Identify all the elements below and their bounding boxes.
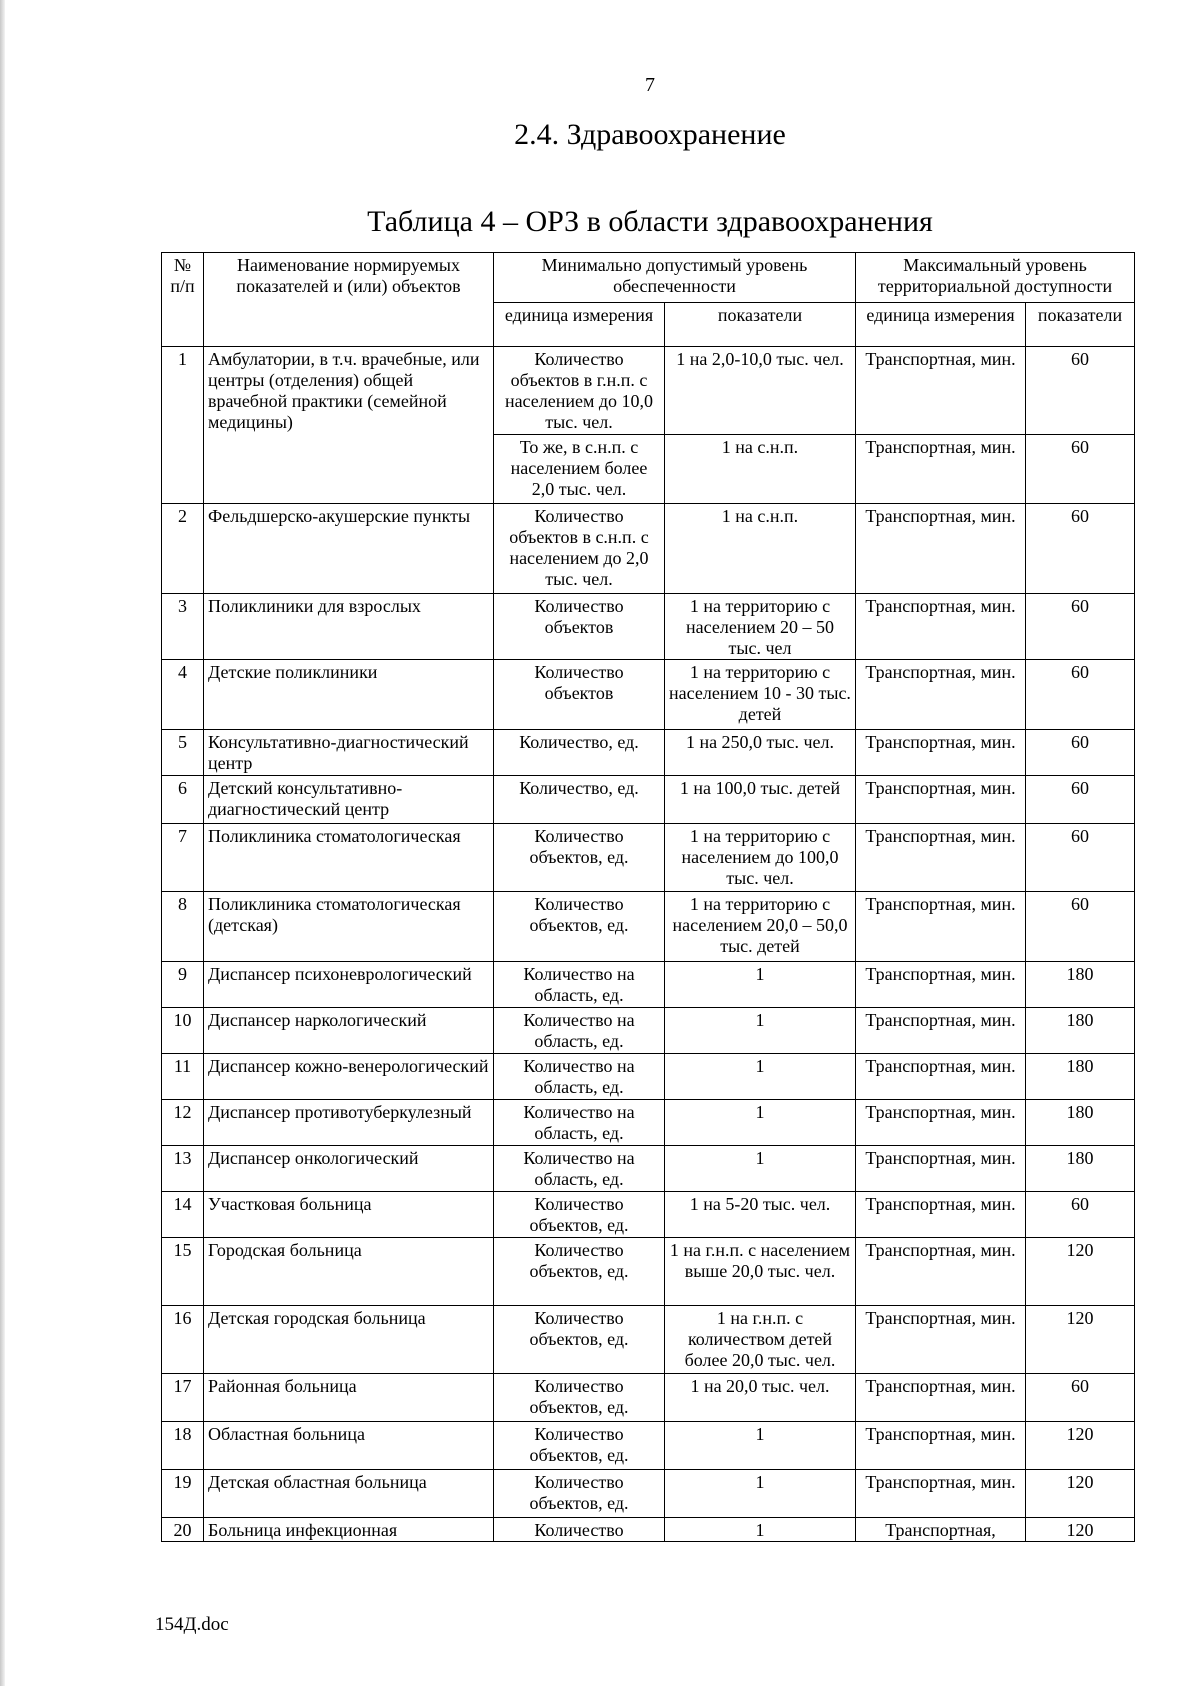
row-number: 20	[162, 1518, 204, 1542]
row-name: Поликлиника стоматологическая (детская)	[204, 892, 494, 962]
table-row	[162, 1238, 1135, 1306]
row-name: Областная больница	[204, 1422, 494, 1470]
row-indicator: 1	[665, 1422, 856, 1470]
row-name: Городская больница	[204, 1238, 494, 1306]
row-name: Поликлиники для взрослых	[204, 594, 494, 660]
row-access-value: 60	[1026, 776, 1135, 824]
row-access-value: 60	[1026, 660, 1135, 730]
row-access-value: 120	[1026, 1238, 1135, 1306]
row-indicator: 1 на территорию с населением 10 - 30 тыс. детей	[665, 660, 856, 730]
row-access-unit: Транспортная, мин.	[856, 1008, 1026, 1054]
header-name: Наименование нормируемых показателей и (или) объектов	[204, 253, 494, 347]
row-unit: Количество объектов	[494, 594, 665, 660]
header-unit-max: единица измерения	[856, 303, 1026, 347]
row-access-value: 60	[1026, 1374, 1135, 1422]
row-unit: Количество объектов, ед.	[494, 824, 665, 892]
row-number: 14	[162, 1192, 204, 1238]
row-number: 5	[162, 730, 204, 776]
row-access-unit: Транспортная, мин.	[856, 504, 1026, 594]
row-number: 10	[162, 1008, 204, 1054]
row-access-value: 120	[1026, 1306, 1135, 1374]
row-access-unit: Транспортная, мин.	[856, 776, 1026, 824]
row-indicator: 1 на 20,0 тыс. чел.	[665, 1374, 856, 1422]
row-access-value: 60	[1026, 594, 1135, 660]
row-number: 8	[162, 892, 204, 962]
footer-filename: 154Д.doc	[155, 1614, 229, 1635]
row-number: 12	[162, 1100, 204, 1146]
table-row	[162, 730, 1135, 776]
row-number: 1	[162, 347, 204, 504]
row-number: 18	[162, 1422, 204, 1470]
row-access-unit: Транспортная, мин.	[856, 347, 1026, 435]
row-name: Поликлиника стоматологическая	[204, 824, 494, 892]
table-row	[162, 1470, 1135, 1518]
row-name: Участковая больница	[204, 1192, 494, 1238]
row-unit: Количество объектов в с.н.п. с населением до 2,0 тыс. чел.	[494, 504, 665, 594]
row-unit: Количество на область, ед.	[494, 1008, 665, 1054]
table-row	[162, 1100, 1135, 1146]
row-unit: Количество объектов, ед.	[494, 1306, 665, 1374]
row-indicator: 1	[665, 1146, 856, 1192]
header-min-level: Минимально допустимый уровень обеспеченности	[494, 253, 856, 303]
row-name: Диспансер наркологический	[204, 1008, 494, 1054]
row-name: Диспансер онкологический	[204, 1146, 494, 1192]
row-number: 11	[162, 1054, 204, 1100]
row-access-unit: Транспортная, мин.	[856, 594, 1026, 660]
row-access-value: 60	[1026, 504, 1135, 594]
header-num: № п/п	[162, 253, 204, 347]
row-access-value: 120	[1026, 1470, 1135, 1518]
table-body	[162, 347, 1135, 1542]
row-access-unit: Транспортная, мин.	[856, 1470, 1026, 1518]
row-name: Детская городская больница	[204, 1306, 494, 1374]
row-access-value: 60	[1026, 892, 1135, 962]
row-name: Консультативно-диагностический центр	[204, 730, 494, 776]
header-unit-min: единица измерения	[494, 303, 665, 347]
row-access-unit: Транспортная, мин.	[856, 892, 1026, 962]
row-access-value: 180	[1026, 1054, 1135, 1100]
row-indicator: 1 на с.н.п.	[665, 435, 856, 504]
row-unit: Количество на область, ед.	[494, 962, 665, 1008]
table-row	[162, 1054, 1135, 1100]
row-unit: Количество объектов, ед.	[494, 1192, 665, 1238]
page-number: 7	[645, 74, 655, 96]
row-indicator: 1	[665, 1100, 856, 1146]
row-unit: То же, в с.н.п. с населением более 2,0 тыс. чел.	[494, 435, 665, 504]
header-max-level: Максимальный уровень территориальной доступности	[856, 253, 1135, 303]
table-row	[162, 1008, 1135, 1054]
table-row	[162, 347, 1135, 435]
table-row	[162, 1306, 1135, 1374]
table-row	[162, 962, 1135, 1008]
table-row	[162, 594, 1135, 660]
row-access-value: 120	[1026, 1422, 1135, 1470]
section-title: 2.4. Здравоохранение	[514, 118, 786, 151]
row-unit: Количество объектов	[494, 660, 665, 730]
row-unit: Количество на область, ед.	[494, 1146, 665, 1192]
header-indicators-max: показатели	[1026, 303, 1135, 347]
row-access-unit: Транспортная, мин.	[856, 1238, 1026, 1306]
row-indicator: 1 на территорию с населением 20,0 – 50,0 тыс. детей	[665, 892, 856, 962]
header-indicators-min: показатели	[665, 303, 856, 347]
row-name: Детский консультативно-диагностический центр	[204, 776, 494, 824]
row-name: Диспансер психоневрологический	[204, 962, 494, 1008]
table-title: Таблица 4 – ОРЗ в области здравоохранения	[367, 205, 933, 238]
row-access-unit: Транспортная,	[856, 1518, 1026, 1542]
row-indicator: 1 на 250,0 тыс. чел.	[665, 730, 856, 776]
row-unit: Количество объектов в г.н.п. с населением до 10,0 тыс. чел.	[494, 347, 665, 435]
row-indicator: 1 на территорию с населением 20 – 50 тыс. чел	[665, 594, 856, 660]
row-access-unit: Транспортная, мин.	[856, 1422, 1026, 1470]
row-unit: Количество объектов, ед.	[494, 892, 665, 962]
row-access-value: 60	[1026, 1192, 1135, 1238]
row-access-unit: Транспортная, мин.	[856, 1100, 1026, 1146]
row-name: Диспансер кожно-венерологический	[204, 1054, 494, 1100]
table-row	[162, 776, 1135, 824]
row-number: 6	[162, 776, 204, 824]
row-access-unit: Транспортная, мин.	[856, 962, 1026, 1008]
row-indicator: 1	[665, 962, 856, 1008]
row-name: Детская областная больница	[204, 1470, 494, 1518]
orz-table	[161, 252, 1135, 1542]
row-unit: Количество объектов, ед.	[494, 1374, 665, 1422]
row-indicator: 1 на г.н.п. с количеством детей более 20,0 тыс. чел.	[665, 1306, 856, 1374]
row-access-value: 60	[1026, 347, 1135, 435]
row-access-unit: Транспортная, мин.	[856, 1054, 1026, 1100]
table-row	[162, 1374, 1135, 1422]
table-row	[162, 1146, 1135, 1192]
row-name: Районная больница	[204, 1374, 494, 1422]
row-unit: Количество на область, ед.	[494, 1054, 665, 1100]
row-indicator: 1	[665, 1518, 856, 1542]
row-indicator: 1	[665, 1054, 856, 1100]
row-number: 2	[162, 504, 204, 594]
row-access-value: 180	[1026, 1100, 1135, 1146]
row-number: 13	[162, 1146, 204, 1192]
row-name: Амбулатории, в т.ч. врачебные, или центры (отделения) общей врачебной практики (семейной медицины)	[204, 347, 494, 504]
row-indicator: 1 на с.н.п.	[665, 504, 856, 594]
row-access-unit: Транспортная, мин.	[856, 1192, 1026, 1238]
table-row	[162, 1518, 1135, 1542]
row-indicator: 1 на 2,0-10,0 тыс. чел.	[665, 347, 856, 435]
row-access-value: 180	[1026, 1008, 1135, 1054]
row-name: Детские поликлиники	[204, 660, 494, 730]
row-number: 3	[162, 594, 204, 660]
row-indicator: 1 на г.н.п. с населением выше 20,0 тыс. чел.	[665, 1238, 856, 1306]
row-indicator: 1	[665, 1008, 856, 1054]
row-access-value: 120	[1026, 1518, 1135, 1542]
scan-edge	[0, 0, 5, 1686]
row-name: Больница инфекционная	[204, 1518, 494, 1542]
row-unit: Количество	[494, 1518, 665, 1542]
row-name: Фельдшерско-акушерские пункты	[204, 504, 494, 594]
table-row	[162, 660, 1135, 730]
row-number: 16	[162, 1306, 204, 1374]
row-access-value: 60	[1026, 730, 1135, 776]
row-access-unit: Транспортная, мин.	[856, 730, 1026, 776]
row-unit: Количество объектов, ед.	[494, 1422, 665, 1470]
row-access-unit: Транспортная, мин.	[856, 435, 1026, 504]
row-unit: Количество объектов, ед.	[494, 1238, 665, 1306]
row-indicator: 1	[665, 1470, 856, 1518]
row-name: Диспансер противотуберкулезный	[204, 1100, 494, 1146]
row-unit: Количество, ед.	[494, 730, 665, 776]
row-access-value: 180	[1026, 1146, 1135, 1192]
row-number: 19	[162, 1470, 204, 1518]
row-indicator: 1 на территорию с населением до 100,0 тыс. чел.	[665, 824, 856, 892]
row-access-value: 60	[1026, 824, 1135, 892]
table-row	[162, 504, 1135, 594]
row-number: 17	[162, 1374, 204, 1422]
row-access-value: 180	[1026, 962, 1135, 1008]
row-access-unit: Транспортная, мин.	[856, 824, 1026, 892]
row-unit: Количество объектов, ед.	[494, 1470, 665, 1518]
row-access-unit: Транспортная, мин.	[856, 1306, 1026, 1374]
table-row	[162, 1422, 1135, 1470]
row-access-unit: Транспортная, мин.	[856, 660, 1026, 730]
row-number: 7	[162, 824, 204, 892]
table-row	[162, 892, 1135, 962]
row-unit: Количество на область, ед.	[494, 1100, 665, 1146]
row-unit: Количество, ед.	[494, 776, 665, 824]
row-access-unit: Транспортная, мин.	[856, 1146, 1026, 1192]
row-access-value: 60	[1026, 435, 1135, 504]
row-indicator: 1 на 100,0 тыс. детей	[665, 776, 856, 824]
table-row	[162, 824, 1135, 892]
row-number: 4	[162, 660, 204, 730]
row-indicator: 1 на 5-20 тыс. чел.	[665, 1192, 856, 1238]
row-number: 9	[162, 962, 204, 1008]
row-number: 15	[162, 1238, 204, 1306]
table-row	[162, 1192, 1135, 1238]
row-access-unit: Транспортная, мин.	[856, 1374, 1026, 1422]
